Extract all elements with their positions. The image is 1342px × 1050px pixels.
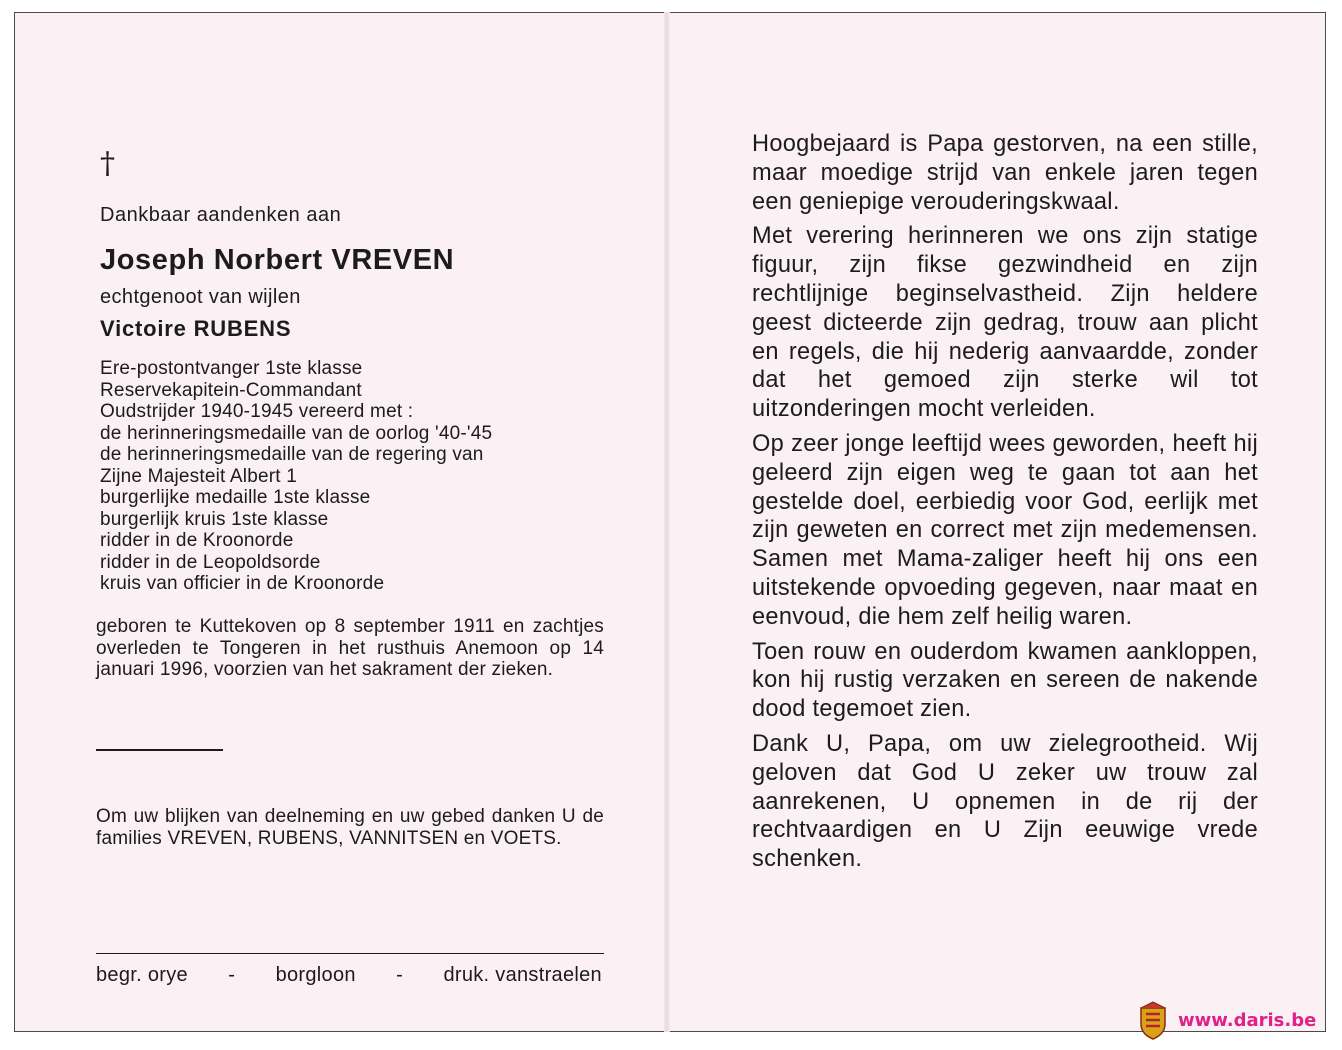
- tribute-paragraph: Hoogbejaard is Papa gestorven, na een stille, maar moedige strijd van enkele jaren tegen een geniepige verouderingskwaal.: [752, 131, 1258, 215]
- titles-list: [100, 358, 610, 595]
- printer-separator: -: [228, 964, 236, 986]
- printer-line: [96, 964, 602, 987]
- title-item: Ere-postontvanger 1ste klasse: [100, 358, 363, 379]
- title-item: ridder in de Leopoldsorde: [100, 551, 321, 573]
- printer-part: borgloon: [275, 964, 356, 986]
- cross-icon: †: [100, 146, 115, 181]
- tribute-paragraph: Toen rouw en ouderdom kwamen aankloppen, kon hij rustig verzaken en sereen de nakende dood tegemoet zien.: [752, 638, 1258, 723]
- title-item: burgerlijk kruis 1ste klasse: [100, 508, 329, 530]
- thanks-text: Om uw blijken van deelneming en uw gebed danken U de families VREVEN, RUBENS, VANNITSEN en VOETS.: [96, 806, 604, 849]
- crest-icon: [1138, 1000, 1168, 1040]
- title-item: ridder in de Kroonorde: [100, 530, 294, 551]
- title-item: Reservekapitein-Commandant: [100, 379, 362, 401]
- tribute-paragraph: Met verering herinneren we ons zijn statige figuur, zijn fikse gezwindheid en zijn rechtlijnige beginselvastheid. Zijn heldere geest dicteerde zijn gedrag, trouw aan plicht en regels, die hij nederig aanvaardde, zonder dat het gemoed zijn sterke wil tot uitzonderingen mocht verleiden.: [752, 223, 1258, 423]
- title-item: Zijne Majesteit Albert 1: [100, 465, 297, 487]
- birth-death-text: geboren te Kuttekoven op 8 september 1911 en zachtjes overleden te Tongeren in het rusthuis Anemoon op 14 januari 1996, voorzien van het sakrament der zieken.: [96, 616, 604, 680]
- title-item: kruis van officier in de Kroonorde: [100, 573, 385, 594]
- divider: [96, 749, 223, 751]
- title-item: burgerlijke medaille 1ste klasse: [100, 487, 371, 508]
- tribute-text: [752, 130, 1258, 880]
- title-item: de herinneringsmedaille van de regering van: [100, 444, 484, 465]
- tribute-paragraph: Dank U, Papa, om uw zielegrootheid. Wij geloven dat God U zeker uw trouw zal aanrekenen, U opnemen in de rij der rechtvaardigen en U Zijn eeuwige vrede schenken.: [752, 730, 1258, 873]
- footer-divider: [96, 953, 604, 954]
- spouse-label: echtgenoot van wijlen: [100, 286, 301, 308]
- card-fold: [664, 12, 670, 1032]
- printer-part: druk. vanstraelen: [443, 964, 602, 986]
- watermark-text: www.daris.be: [1178, 1009, 1317, 1031]
- deceased-name: Joseph Norbert VREVEN: [100, 244, 455, 276]
- watermark: [1138, 998, 1334, 1042]
- spouse-name: Victoire RUBENS: [100, 316, 292, 341]
- printer-separator: -: [396, 964, 404, 986]
- title-item: Oudstrijder 1940-1945 vereerd met :: [100, 401, 414, 422]
- dedication-line: Dankbaar aandenken aan: [100, 204, 342, 226]
- printer-part: begr. orye: [96, 964, 188, 986]
- title-item: de herinneringsmedaille van de oorlog '40-'45: [100, 422, 493, 444]
- tribute-paragraph: Op zeer jonge leeftijd wees geworden, heeft hij geleerd zijn eigen weg te gaan tot aan het gestelde doel, eerbiedig voor God, eerlijk met zijn geweten en correct met zijn medemensen. Samen met Mama-zaliger heeft hij ons een uitstekende opvoeding gegeven, naar maat en eenvoud, die hem zelf heilig waren.: [752, 430, 1258, 630]
